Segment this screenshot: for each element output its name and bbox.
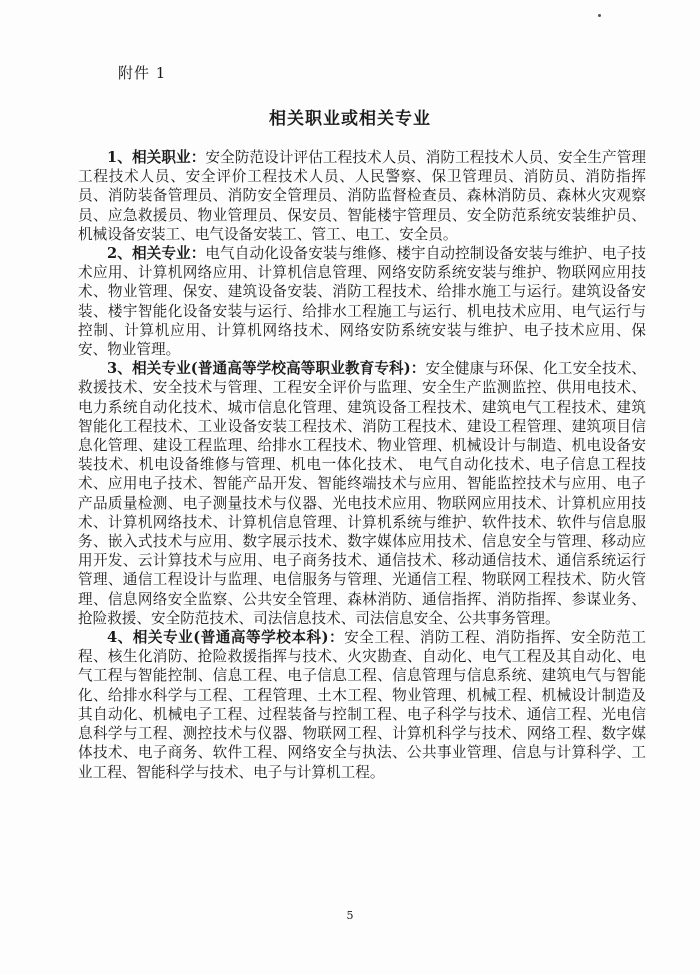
document-title: 相关职业或相关专业 (269, 109, 431, 129)
paragraph-related-occupations (78, 148, 646, 244)
paragraph-heading: 4、相关专业(普通高等学校本科)： (107, 629, 345, 647)
paragraph-related-majors (78, 244, 646, 359)
paragraph-text: 电气自动化设备安装与维修、楼宇自动控制设备安装与维护、电子技术应用、计算机网络应用、计算机信息管理、网络安防系统安装与维护、物联网应用技术、物业管理、保安、建筑设备安装、消防工程技术、给排水施工与运行。建筑设备安装、楼宇智能化设备安装与运行、给排水工程施工与运行、机电技术应用、电气运行与控制、计算机应用、计算机网络技术、网络安防系统安装与维护、电子技术应用、保安、物业管理。 (78, 245, 646, 359)
paragraph-heading: 3、相关专业(普通高等学校高等职业教育专科)： (107, 360, 426, 378)
paragraph-text: 安全健康与环保、化工安全技术、救援技术、安全技术与管理、工程安全评价与监理、安全生产监测监控、供用电技术、电力系统自动化技术、城市信息化管理、建筑设备工程技术、建筑电气工程技术、建筑智能化工程技术、工业设备安装工程技术、消防工程技术、建设工程管理、建筑项目信息化管理、建设工程监理、给排水工程技术、物业管理、机械设计与制造、机电设备安装技术、机电设备维修与管理、机电一体化技术、 电气自动化技术、电子信息工程技术、应用电子技术、智能产品开发、智能终端技术与应用、智能监控技术与应用、电子产品质量检测、电子测量技术与仪器、光电技术应用、物联网应用技术、计算机应用技术、计算机网络技术、计算机信息管理、计算机系统与维护、软件技术、软件与信息服务、嵌入式技术与应用、数字展示技术、数字媒体应用技术、信息安全与管理、移动应用开发、云计算技术与应用、电子商务技术、通信技术、移动通信技术、通信系统运行管理、通信工程设计与监理、电信服务与管理、光通信工程、物联网工程技术、防火管理、信息网络安全监察、公共安全管理、森林消防、通信指挥、消防指挥、参谋业务、抢险救援、安全防范技术、司法信息技术、司法信息安全、公共事务管理。 (78, 360, 646, 627)
document-body (78, 148, 646, 782)
page-number: 5 (346, 909, 354, 922)
paragraph-undergraduate-majors (78, 628, 646, 782)
paragraph-text: 安全防范设计评估工程技术人员、消防工程技术人员、安全生产管理工程技术人员、安全评价工程技术人员、人民警察、保卫管理员、消防员、消防指挥员、消防装备管理员、消防安全管理员、消防监督检查员、森林消防员、森林火灾观察员、应急救援员、物业管理员、保安员、智能楼宇管理员、安全防范系统安装维护员、机械设备安装工、电气设备安装工、管工、电工、安全员。 (78, 149, 646, 243)
attachment-label: 附件 1 (118, 64, 167, 82)
scan-speck (598, 14, 601, 17)
paragraph-text: 安全工程、消防工程、消防指挥、安全防范工程、核生化消防、抢险救援指挥与技术、火灾勘查、自动化、电气工程及其自动化、电气工程与智能控制、信息工程、电子信息工程、信息管理与信息系统、建筑电气与智能化、给排水科学与工程、工程管理、土木工程、物业管理、机械工程、机械设计制造及其自动化、机械电子工程、过程装备与控制工程、电子科学与技术、通信工程、光电信息科学与工程、测控技术与仪器、物联网工程、计算机科学与技术、网络工程、数字媒体技术、电子商务、软件工程、网络安全与执法、公共事业管理、信息与计算科学、工业工程、智能科学与技术、电子与计算机工程。 (78, 629, 646, 781)
paragraph-heading: 2、相关专业： (107, 245, 206, 263)
paragraph-vocational-majors (78, 359, 646, 628)
paragraph-heading: 1、相关职业： (107, 149, 206, 166)
